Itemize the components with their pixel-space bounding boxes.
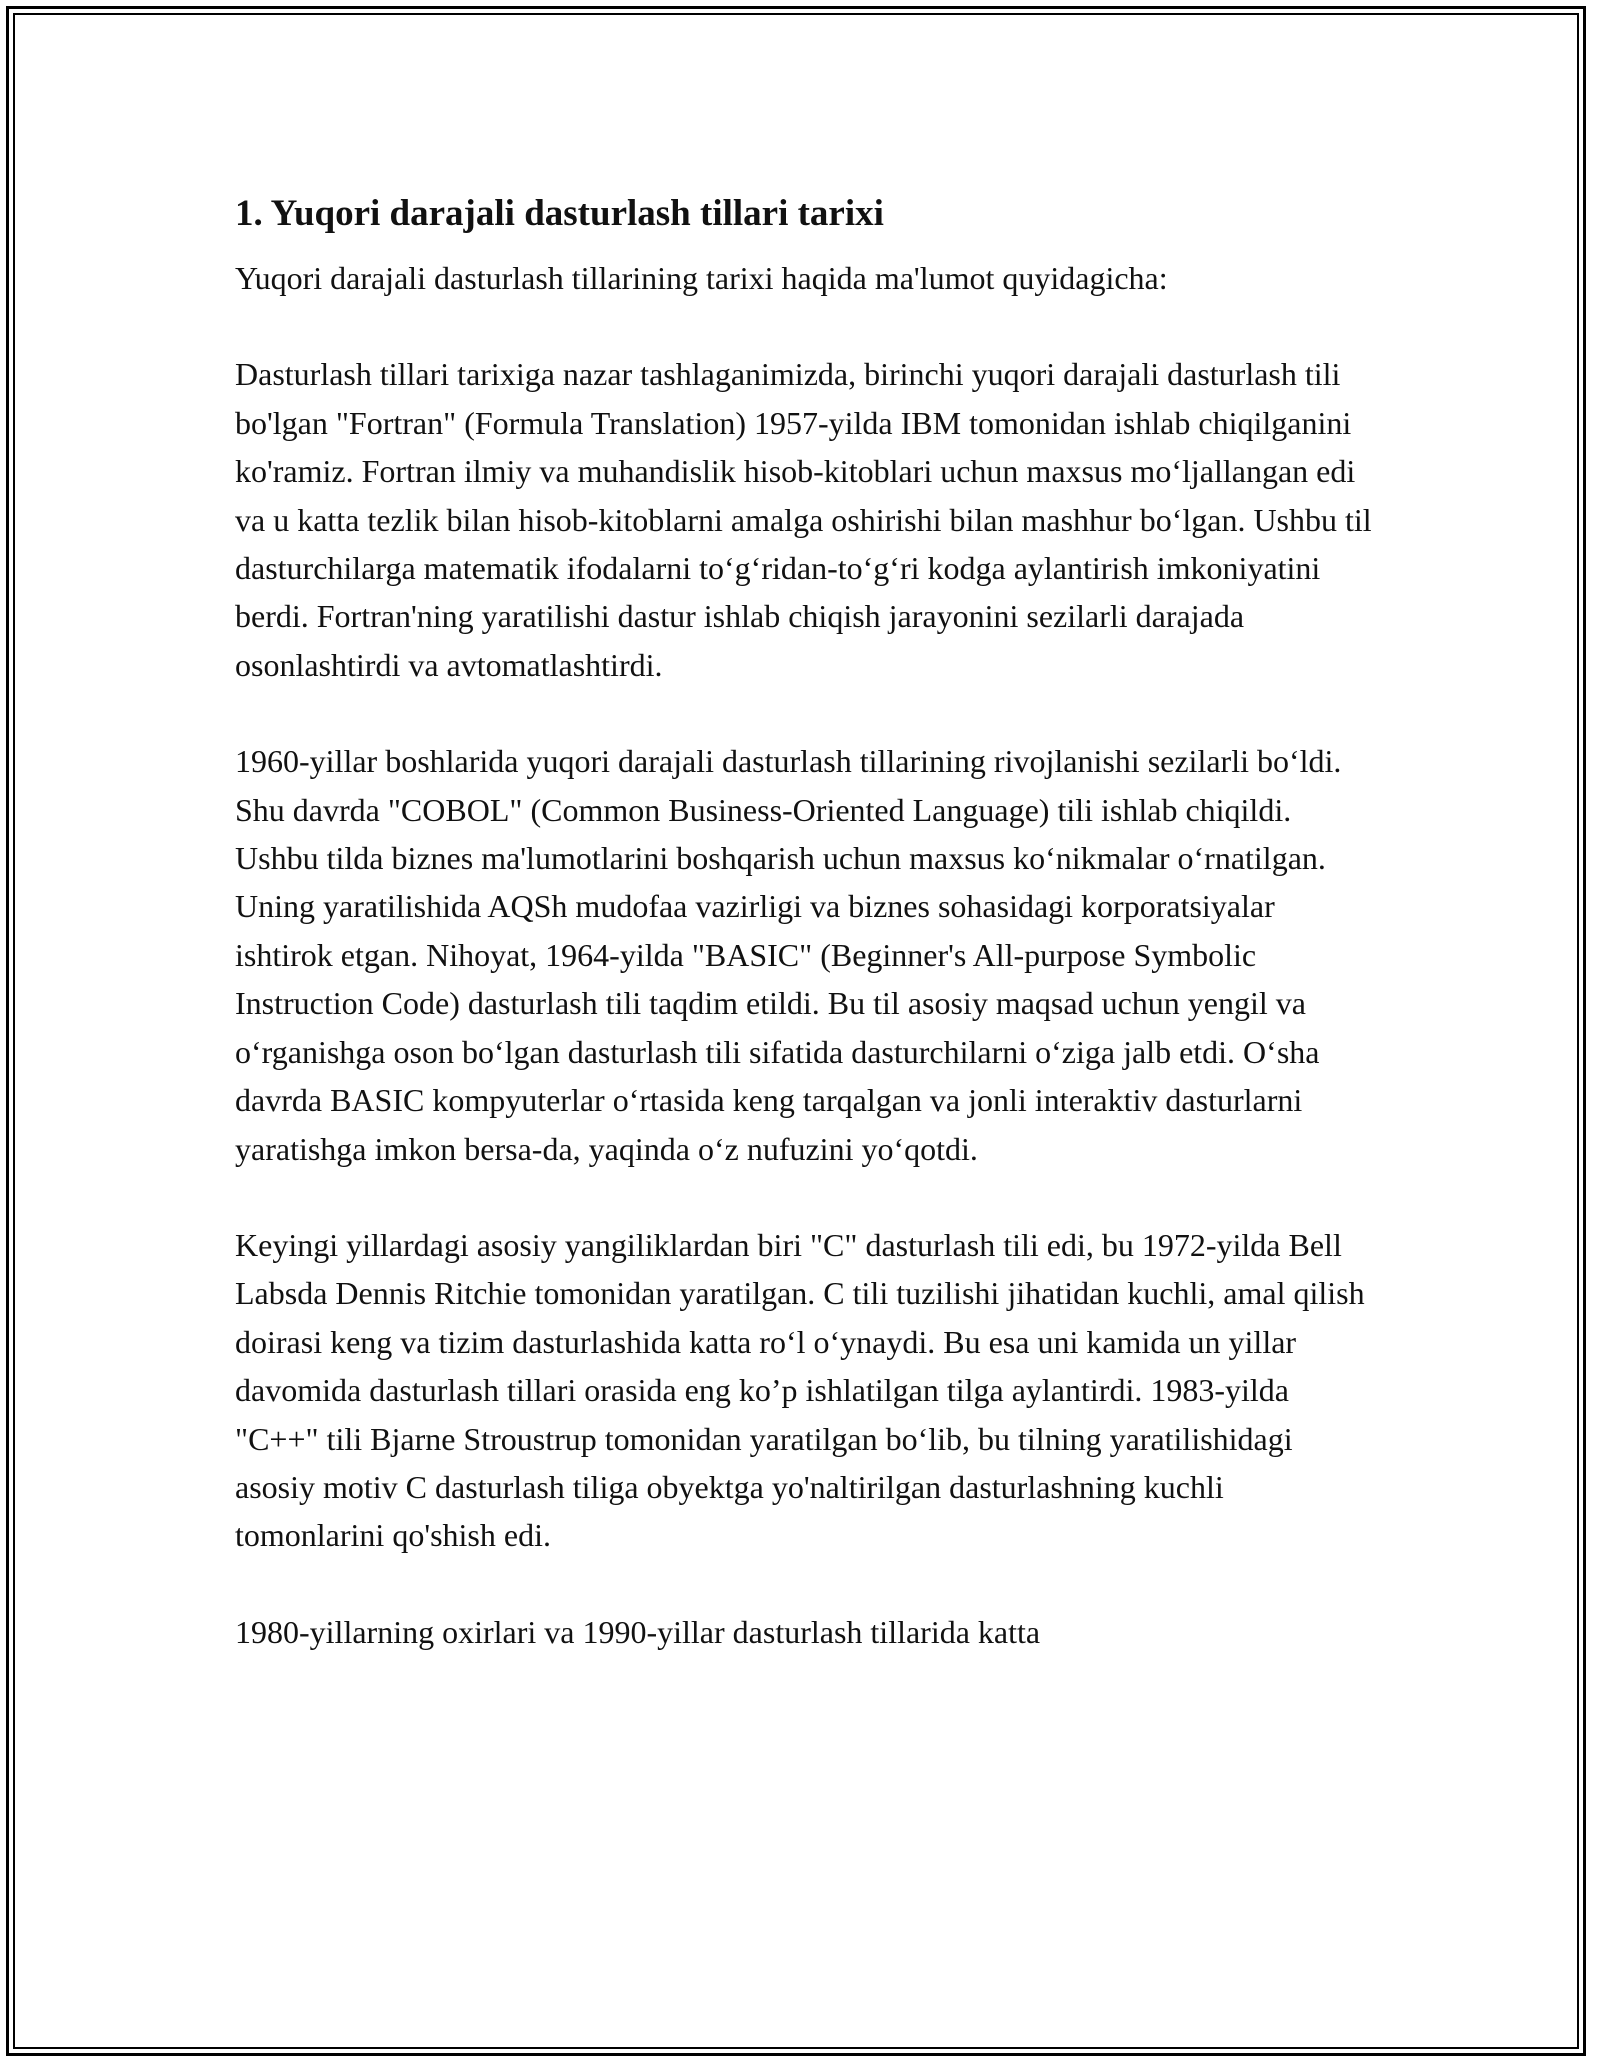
- intro-paragraph: Yuqori darajali dasturlash tillarining tarixi haqida ma'lumot quyidagicha:: [235, 260, 1168, 296]
- section-heading: 1. Yuqori darajali dasturlash tillari tarixi: [235, 193, 884, 234]
- paragraph-c-cpp: Keyingi yillardagi asosiy yangiliklardan biri "C" dasturlash tili edi, bu 1972-yilda Bell Labsda Dennis Ritchie tomonidan yaratilgan. C tili tuzilishi jihatidan kuchli, amal qilish doirasi keng va tizim dasturlashida katta ro‘l o‘ynaydi. Bu esa uni kamida un yillar davomida dasturlash tillari orasida eng ko’p ishlatilgan tilga aylantirdi. 1983-yilda "C++" tili Bjarne Stroustrup tomonidan yaratilgan bo‘lib, bu tilning yaratilishidagi asosiy motiv C dasturlash tiliga obyektga yo'naltirilgan dasturlashning kuchli tomonlarini qo'shish edi.: [235, 1226, 1365, 1554]
- paragraph-cobol-basic: 1960-yillar boshlarida yuqori darajali dasturlash tillarining rivojlanishi sezilarli bo‘ldi. Shu davrda "COBOL" (Common Business-Oriented Language) tili ishlab chiqildi. Ushbu tilda biznes ma'lumotlarini boshqarish uchun maxsus ko‘nikmalar o‘rnatilgan. Uning yaratilishida AQSh mudofaa vazirligi va biznes sohasidagi korporatsiyalar ishtirok etgan. Nihoyat, 1964-yilda "BASIC" (Beginner's All-purpose Symbolic Instruction Code) dasturlash tili taqdim etildi. Bu til asosiy maqsad uchun yengil va o‘rganishga oson bo‘lgan dasturlash tili sifatida dasturchilarni o‘ziga jalb etdi. O‘sha davrda BASIC kompyuterlar o‘rtasida keng tarqalgan va jonli interaktiv dasturlarni yaratishga imkon bersa-da, yaqinda o‘z nufuzini yo‘qotdi.: [235, 743, 1342, 1167]
- document-body: [235, 188, 1375, 1704]
- paragraph-fortran: Dasturlash tillari tarixiga nazar tashlaganimizda, birinchi yuqori darajali dasturlash tili bo'lgan "Fortran" (Formula Translation) 1957-yilda IBM tomonidan ishlab chiqilganini ko'ramiz. Fortran ilmiy va muhandislik hisob-kitoblari uchun maxsus mo‘ljallangan edi va u katta tezlik bilan hisob-kitoblarni amalga oshirishi bilan mashhur bo‘lgan. Ushbu til dasturchilarga matematik ifodalarni to‘g‘ridan-to‘g‘ri kodga aylantirish imkoniyatini berdi. Fortran'ning yaratilishi dastur ishlab chiqish jarayonini sezilarli darajada osonlashtirdi va avtomatlashtirdi.: [235, 356, 1372, 683]
- paragraph-1980s: 1980-yillarning oxirlari va 1990-yillar dasturlash tillarida katta: [235, 1613, 1041, 1650]
